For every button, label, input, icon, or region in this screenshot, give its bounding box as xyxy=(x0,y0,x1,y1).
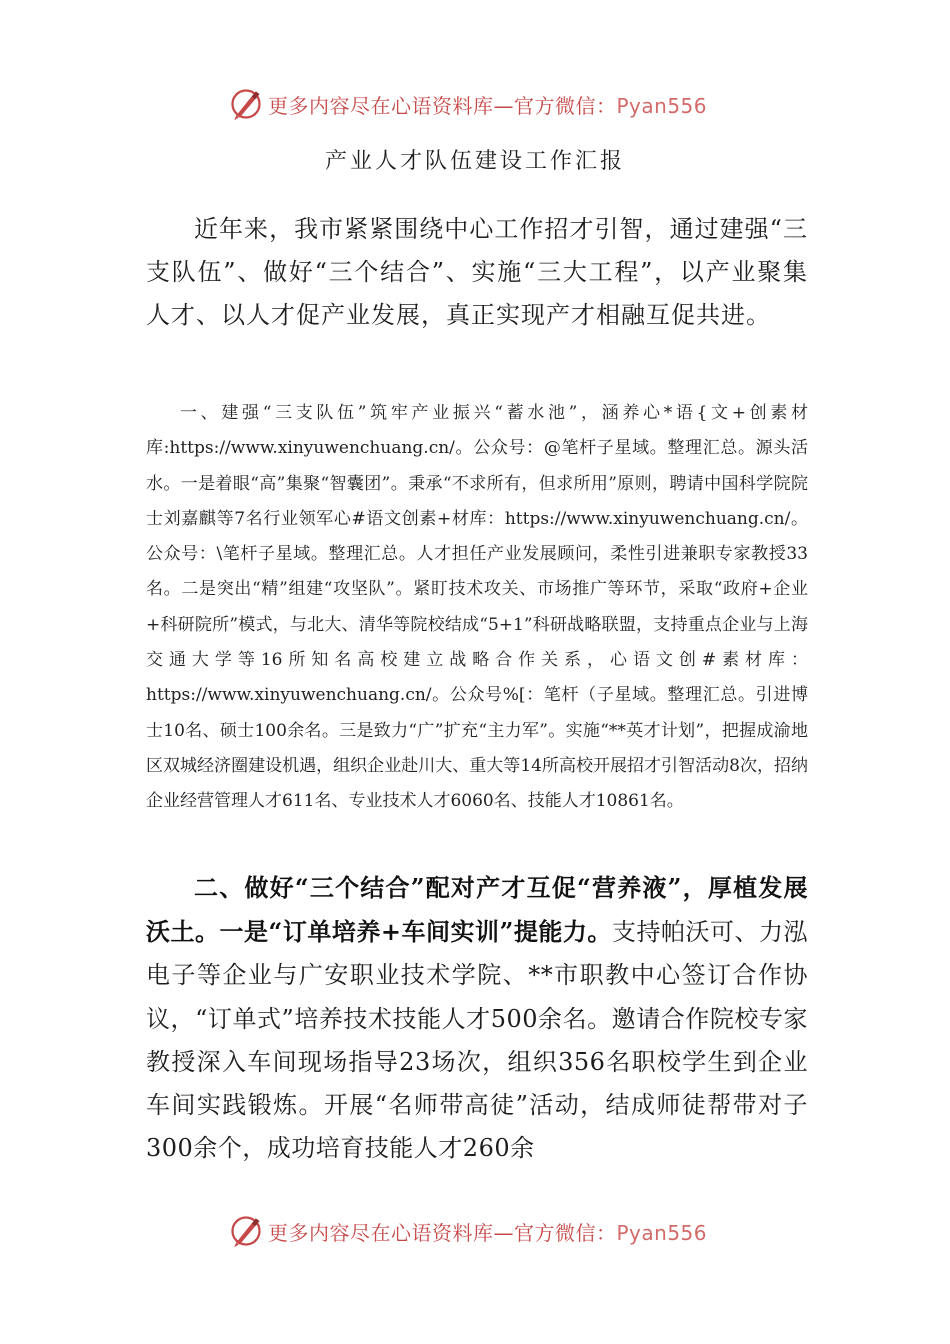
wechat-id: Pyan556 xyxy=(616,1220,708,1245)
section-2-paragraph xyxy=(146,866,808,1170)
section-2-body: 支持帕沃可、力泓电子等企业与广安职业技术学院、**市职教中心签订合作协议，“订单式”培养技术技能人才500余名。邀请合作院校专家教授深入车间现场指导23场次，组织356名职校学生到企业车间实践锻炼。开展“名师带高徒”活动，结成师徒帮带对子300余个，成功培育技能人才260余 xyxy=(146,918,809,1163)
intro-paragraph xyxy=(146,208,808,337)
section-1-text: 一、建强“三支队伍”筑牢产业振兴“蓄水池”，涵养心*语{文+创素材库:https://www.xinyuwenchuang.cn/。公众号：@笔杆子星域。整理汇总。源头活水。一是着眼“高”集聚“智囊团”。秉承“不求所有，但求所用”原则，聘请中国科学院院士刘嘉麒等7名行业领军心#语文创素+材库：https://www.xinyuwenchuang.cn/。公众号：\笔杆子星域。整理汇总。人才担任产业发展顾问，柔性引进兼职专家教授33名。二是突出“精”组建“攻坚队”。紧盯技术攻关、市场推广等环节，采取“政府+企业+科研院所”模式，与北大、清华等院校结成“5+1”科研战略联盟，支持重点企业与上海交通大学等16所知名高校建立战略合作关系，心语文创#素材库：https://www.xinyuwenchuang.cn/。公众号%[：笔杆（子星域。整理汇总。引进博士10名、硕士100余名。三是致力“广”扩充“主力军”。实施“**英才计划”，把握成渝地区双城经济圈建设机遇，组织企业赴川大、重大等14所高校开展招才引智活动8次，招纳企业经营管理人才611名、专业技术人才6060名、技能人才10861名。 xyxy=(146,403,808,812)
watermark-text: 更多内容尽在心语资料库—官方微信：Pyan556 xyxy=(268,1220,708,1245)
pen-logo-icon xyxy=(228,86,264,122)
wechat-id: Pyan556 xyxy=(616,93,708,118)
section-2 xyxy=(146,866,808,1170)
document-title: 产业人才队伍建设工作汇报 xyxy=(324,149,625,174)
intro-text: 近年来，我市紧紧围绕中心工作招才引智，通过建强“三支队伍”、做好“三个结合”、实施“三大工程”，以产业聚集人才、以人才促产业发展，真正实现产才相融互促共进。 xyxy=(146,215,808,329)
section-2-heading: 二、做好“三个结合”配对产才互促“营养液”，厚植发展沃土。一是“订单培养+车间实训”提能力。 xyxy=(146,873,808,947)
watermark-banner-bottom xyxy=(228,1211,748,1251)
watermark-banner-top xyxy=(228,84,748,124)
watermark-text: 更多内容尽在心语资料库—官方微信：Pyan556 xyxy=(268,93,708,118)
pen-logo-icon xyxy=(228,1213,264,1249)
section-1 xyxy=(146,396,808,820)
